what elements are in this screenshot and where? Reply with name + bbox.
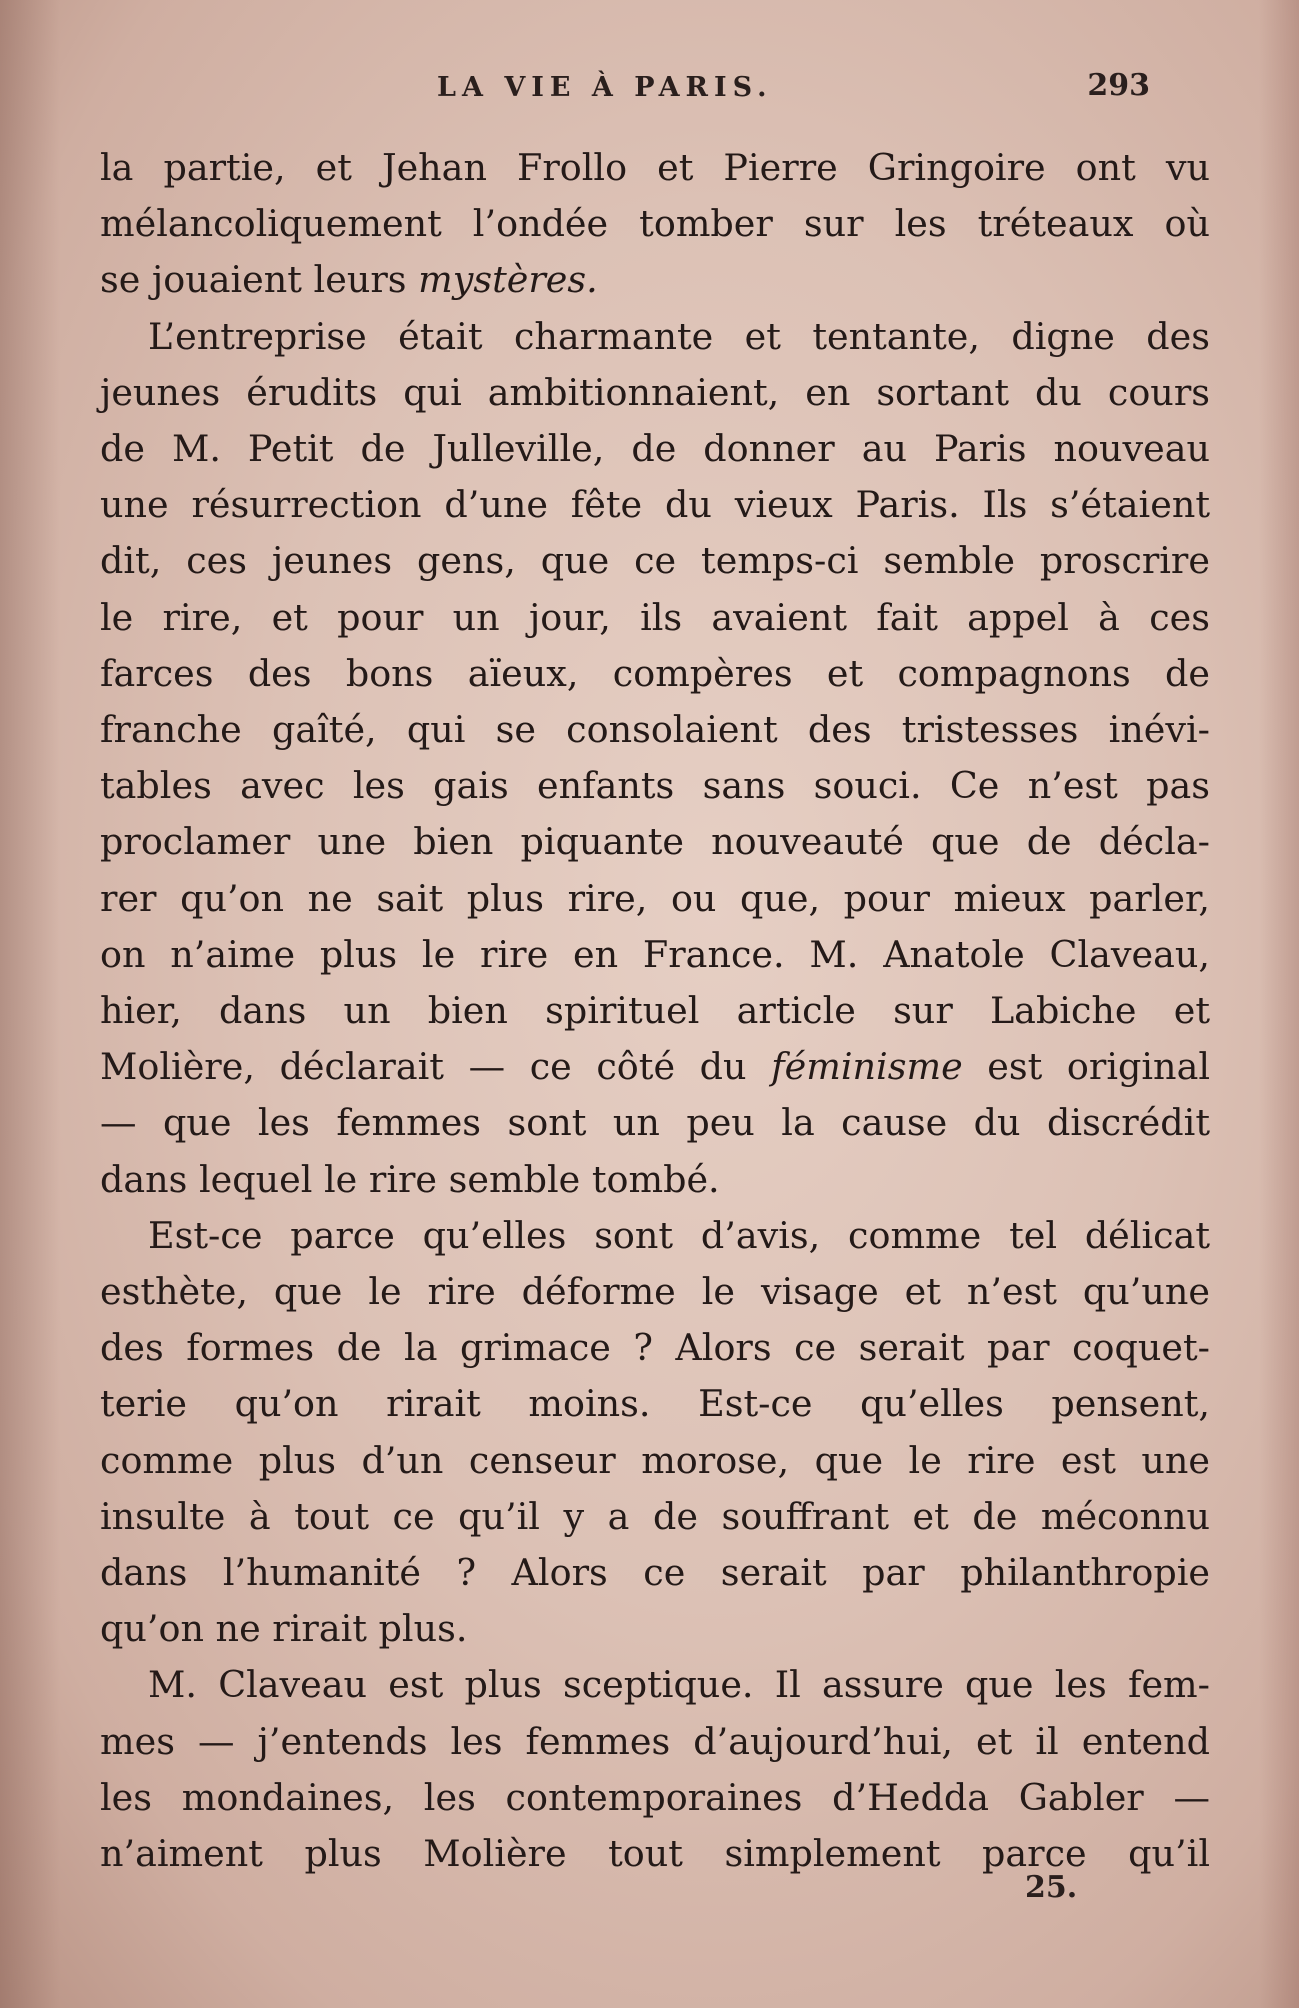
text-line: dit, ces jeunes gens, que ce temps-ci semble proscrire (100, 539, 1210, 583)
text-fragment: Molière, déclarait — ce côté du (100, 1045, 772, 1089)
text-line: mélancoliquement l’ondée tomber sur les tréteaux où (100, 202, 1210, 246)
signature-mark: 25. (1025, 1870, 1078, 1905)
text-line: une résurrection d’une fête du vieux Paris. Ils s’étaient (100, 483, 1210, 527)
text-line: de M. Petit de Julleville, de donner au Paris nouveau (100, 427, 1210, 471)
paragraph-first-line: M. Claveau est plus sceptique. Il assure que les fem- (148, 1663, 1210, 1707)
text-line: farces des bons aïeux, compères et compagnons de (100, 651, 1210, 695)
italic-word: mystères. (418, 258, 598, 302)
text-line: qu’on ne rirait plus. (100, 1607, 468, 1651)
paragraph-first-line: L’entreprise était charmante et tentante, digne des (148, 314, 1210, 358)
text-line: insulte à tout ce qu’il y a de souffrant et de méconnu (100, 1494, 1210, 1538)
text-line (100, 252, 1210, 308)
text-line (100, 1039, 1210, 1095)
text-line: dans lequel le rire semble tombé. (100, 1157, 720, 1201)
text-line: on n’aime plus le rire en France. M. Anatole Claveau, (100, 932, 1210, 976)
text-line: le rire, et pour un jour, ils avaient fait appel à ces (100, 595, 1210, 639)
paragraph-first-line: Est-ce parce qu’elles sont d’avis, comme tel délicat (148, 1213, 1210, 1257)
text-line: n’aiment plus Molière tout simplement parce qu’il (100, 1832, 1210, 1876)
text-line: les mondaines, les contemporaines d’Hedda Gabler — (100, 1775, 1210, 1819)
italic-word: féminisme (771, 1045, 963, 1089)
text-line: mes — j’entends les femmes d’aujourd’hui, et il entend (100, 1719, 1210, 1763)
body-text (100, 140, 1210, 1882)
page-number: 293 (1087, 68, 1150, 103)
text-line: rer qu’on ne sait plus rire, ou que, pour mieux parler, (100, 876, 1210, 920)
page-edge-shadow (1259, 0, 1299, 2008)
text-fragment: se jouaient leurs (100, 258, 419, 302)
text-line: franche gaîté, qui se consolaient des tristesses inévi- (100, 708, 1210, 752)
text-fragment: est original (962, 1045, 1210, 1089)
text-line: — que les femmes sont un peu la cause du discrédit (100, 1101, 1210, 1145)
page-header (100, 68, 1160, 112)
text-line: dans l’humanité ? Alors ce serait par philanthropie (100, 1551, 1210, 1595)
text-line: la partie, et Jehan Frollo et Pierre Gringoire ont vu (100, 146, 1210, 189)
running-title: LA VIE À PARIS. (437, 72, 773, 103)
text-line: jeunes érudits qui ambitionnaient, en sortant du cours (100, 370, 1210, 414)
text-line: terie qu’on rirait moins. Est-ce qu’elles pensent, (100, 1382, 1210, 1426)
text-line: des formes de la grimace ? Alors ce serait par coquet- (100, 1326, 1210, 1370)
text-line: esthète, que le rire déforme le visage et n’est qu’une (100, 1270, 1210, 1314)
spine-shadow (0, 0, 60, 2008)
text-line: tables avec les gais enfants sans souci. Ce n’est pas (100, 764, 1210, 808)
text-line: hier, dans un bien spirituel article sur Labiche et (100, 989, 1210, 1033)
text-line: proclamer une bien piquante nouveauté que de décla- (100, 820, 1210, 864)
text-line: comme plus d’un censeur morose, que le rire est une (100, 1438, 1210, 1482)
